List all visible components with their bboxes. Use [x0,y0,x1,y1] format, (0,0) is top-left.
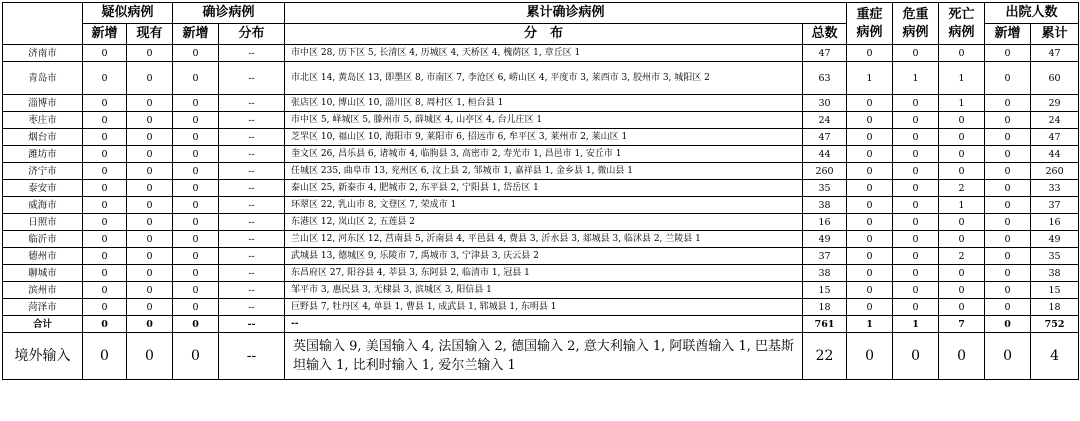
confirmed-distribution-cell: -- [219,282,285,299]
suspected-current-cell: 0 [127,112,173,129]
severe-cell: 0 [847,248,893,265]
discharged-total-cell: 29 [1031,95,1079,112]
severe-cell: 0 [847,282,893,299]
confirmed-distribution-cell: -- [219,231,285,248]
total-row [3,316,1079,333]
header-cumulative: 累计确诊病例 [285,3,847,24]
confirmed-new-cell: 0 [173,146,219,163]
confirmed-new-cell: 0 [173,62,219,95]
death-cell: 1 [939,95,985,112]
severe-cell: 0 [847,146,893,163]
severe-cell: 0 [847,95,893,112]
discharged-total-cell: 35 [1031,248,1079,265]
header-cumulative-distribution: 分 布 [285,24,803,45]
confirmed-distribution-cell: -- [219,163,285,180]
city-cell: 日照市 [3,214,83,231]
severe-cell: 0 [847,265,893,282]
total-cell: 44 [803,146,847,163]
death-cell: 0 [939,112,985,129]
header-discharged-total: 累计 [1031,24,1079,45]
death-cell: 7 [939,316,985,333]
critical-cell: 0 [893,282,939,299]
critical-cell: 0 [893,214,939,231]
table-row [3,197,1079,214]
suspected-new-cell: 0 [83,197,127,214]
table-row [3,265,1079,282]
suspected-new-cell: 0 [83,95,127,112]
total-cell: 47 [803,129,847,146]
suspected-new-cell: 0 [83,231,127,248]
header-discharged-new: 新增 [985,24,1031,45]
discharged-total-cell: 260 [1031,163,1079,180]
discharged-new-cell: 0 [985,282,1031,299]
table-row [3,231,1079,248]
distribution-cell: 环翠区 22, 乳山市 8, 文登区 7, 荣成市 1 [285,197,803,214]
distribution-cell: 英国输入 9, 美国输入 4, 法国输入 2, 德国输入 2, 意大利输入 1, 阿联酋输入 1, 巴基斯坦输入 1, 比利时输入 1, 爱尔兰输入 1 [285,333,803,380]
severe-cell: 0 [847,45,893,62]
confirmed-distribution-cell: -- [219,333,285,380]
suspected-new-cell: 0 [83,265,127,282]
confirmed-new-cell: 0 [173,299,219,316]
confirmed-new-cell: 0 [173,180,219,197]
severe-cell: 0 [847,197,893,214]
severe-cell: 0 [847,231,893,248]
distribution-cell: 芝罘区 10, 福山区 10, 海阳市 9, 莱阳市 6, 招远市 6, 牟平区 3, 莱州市 2, 莱山区 1 [285,129,803,146]
suspected-current-cell: 0 [127,129,173,146]
discharged-total-cell: 49 [1031,231,1079,248]
city-cell: 烟台市 [3,129,83,146]
total-cell: 37 [803,248,847,265]
discharged-new-cell: 0 [985,265,1031,282]
discharged-total-cell: 37 [1031,197,1079,214]
distribution-cell: 兰山区 12, 河东区 12, 莒南县 5, 沂南县 4, 平邑县 4, 费县 3, 沂水县 3, 郯城县 3, 临沭县 2, 兰陵县 1 [285,231,803,248]
discharged-total-cell: 4 [1031,333,1079,380]
distribution-cell: 东港区 12, 岚山区 2, 五莲县 2 [285,214,803,231]
header-cumulative-total: 总数 [803,24,847,45]
city-cell: 济南市 [3,45,83,62]
total-cell: 15 [803,282,847,299]
critical-cell: 1 [893,62,939,95]
suspected-new-cell: 0 [83,129,127,146]
table-row [3,282,1079,299]
critical-cell: 0 [893,197,939,214]
city-cell: 泰安市 [3,180,83,197]
suspected-new-cell: 0 [83,282,127,299]
distribution-cell: 市中区 5, 峄城区 5, 滕州市 5, 薛城区 4, 山亭区 4, 台儿庄区 1 [285,112,803,129]
header-confirmed-distribution: 分布 [219,24,285,45]
death-cell: 0 [939,299,985,316]
distribution-cell: 任城区 235, 曲阜市 13, 兖州区 6, 汶上县 2, 邹城市 1, 嘉祥县 1, 金乡县 1, 微山县 1 [285,163,803,180]
epidemic-table [2,2,1079,380]
city-cell: 潍坊市 [3,146,83,163]
critical-cell: 0 [893,265,939,282]
suspected-current-cell: 0 [127,95,173,112]
suspected-new-cell: 0 [83,146,127,163]
distribution-cell: 武城县 13, 德城区 9, 乐陵市 7, 禹城市 3, 宁津县 3, 庆云县 2 [285,248,803,265]
suspected-current-cell: 0 [127,214,173,231]
confirmed-new-cell: 0 [173,163,219,180]
table-row [3,45,1079,62]
table-row [3,95,1079,112]
discharged-new-cell: 0 [985,197,1031,214]
critical-cell: 0 [893,129,939,146]
overseas-row [3,333,1079,380]
death-cell: 0 [939,282,985,299]
city-cell: 聊城市 [3,265,83,282]
severe-cell: 0 [847,112,893,129]
confirmed-new-cell: 0 [173,197,219,214]
table-row [3,129,1079,146]
critical-cell: 0 [893,248,939,265]
confirmed-distribution-cell: -- [219,62,285,95]
header-row-top [3,3,1079,24]
severe-cell: 0 [847,299,893,316]
table-row [3,62,1079,95]
city-cell: 淄博市 [3,95,83,112]
city-cell: 威海市 [3,197,83,214]
death-cell: 0 [939,265,985,282]
confirmed-new-cell: 0 [173,95,219,112]
confirmed-new-cell: 0 [173,112,219,129]
table-body [3,45,1079,380]
confirmed-new-cell: 0 [173,316,219,333]
city-cell: 临沂市 [3,231,83,248]
discharged-new-cell: 0 [985,95,1031,112]
table-row [3,214,1079,231]
confirmed-distribution-cell: -- [219,265,285,282]
total-cell: 38 [803,265,847,282]
total-cell: 16 [803,214,847,231]
confirmed-distribution-cell: -- [219,197,285,214]
distribution-cell: 邹平市 3, 惠民县 3, 无棣县 3, 滨城区 3, 阳信县 1 [285,282,803,299]
suspected-current-cell: 0 [127,282,173,299]
critical-cell: 0 [893,163,939,180]
distribution-cell: 巨野县 7, 牡丹区 4, 单县 1, 曹县 1, 成武县 1, 郓城县 1, 东明县 1 [285,299,803,316]
suspected-new-cell: 0 [83,299,127,316]
discharged-total-cell: 16 [1031,214,1079,231]
suspected-current-cell: 0 [127,180,173,197]
total-cell: 260 [803,163,847,180]
city-cell: 德州市 [3,248,83,265]
discharged-total-cell: 47 [1031,45,1079,62]
death-cell: 2 [939,248,985,265]
confirmed-new-cell: 0 [173,45,219,62]
critical-cell: 1 [893,316,939,333]
suspected-new-cell: 0 [83,316,127,333]
distribution-cell: 东昌府区 27, 阳谷县 4, 莘县 3, 东阿县 2, 临清市 1, 冠县 1 [285,265,803,282]
discharged-total-cell: 15 [1031,282,1079,299]
discharged-new-cell: 0 [985,62,1031,95]
discharged-new-cell: 0 [985,333,1031,380]
total-cell: 24 [803,112,847,129]
confirmed-new-cell: 0 [173,333,219,380]
confirmed-distribution-cell: -- [219,112,285,129]
death-cell: 0 [939,163,985,180]
suspected-new-cell: 0 [83,180,127,197]
distribution-cell: 张店区 10, 博山区 10, 淄川区 8, 周村区 1, 桓台县 1 [285,95,803,112]
confirmed-new-cell: 0 [173,265,219,282]
total-cell: 761 [803,316,847,333]
severe-cell: 1 [847,316,893,333]
confirmed-distribution-cell: -- [219,214,285,231]
suspected-current-cell: 0 [127,299,173,316]
critical-cell: 0 [893,45,939,62]
confirmed-distribution-cell: -- [219,45,285,62]
severe-cell: 0 [847,180,893,197]
death-cell: 1 [939,62,985,95]
header-confirmed: 确诊病例 [173,3,285,24]
suspected-current-cell: 0 [127,197,173,214]
severe-cell: 0 [847,214,893,231]
severe-cell: 0 [847,129,893,146]
confirmed-distribution-cell: -- [219,248,285,265]
distribution-cell: 奎文区 26, 昌乐县 6, 诸城市 4, 临朐县 3, 高密市 2, 寿光市 1, 昌邑市 1, 安丘市 1 [285,146,803,163]
death-cell: 0 [939,333,985,380]
header-suspected-current: 现有 [127,24,173,45]
total-cell: 47 [803,45,847,62]
table-row [3,163,1079,180]
header-confirmed-new: 新增 [173,24,219,45]
table-row [3,180,1079,197]
discharged-new-cell: 0 [985,299,1031,316]
total-cell: 18 [803,299,847,316]
distribution-cell: -- [285,316,803,333]
critical-cell: 0 [893,299,939,316]
suspected-current-cell: 0 [127,45,173,62]
confirmed-distribution-cell: -- [219,316,285,333]
death-cell: 0 [939,146,985,163]
death-cell: 0 [939,45,985,62]
critical-cell: 0 [893,333,939,380]
suspected-new-cell: 0 [83,214,127,231]
city-cell: 青岛市 [3,62,83,95]
confirmed-distribution-cell: -- [219,129,285,146]
city-cell: 境外输入 [3,333,83,380]
header-critical: 危重 病例 [893,3,939,45]
severe-cell: 1 [847,62,893,95]
discharged-new-cell: 0 [985,248,1031,265]
suspected-current-cell: 0 [127,333,173,380]
header-discharged: 出院人数 [985,3,1079,24]
discharged-new-cell: 0 [985,316,1031,333]
discharged-new-cell: 0 [985,231,1031,248]
discharged-new-cell: 0 [985,45,1031,62]
severe-cell: 0 [847,333,893,380]
death-cell: 2 [939,180,985,197]
header-suspected: 疑似病例 [83,3,173,24]
table-row [3,248,1079,265]
suspected-current-cell: 0 [127,231,173,248]
city-cell: 合计 [3,316,83,333]
suspected-current-cell: 0 [127,248,173,265]
discharged-total-cell: 38 [1031,265,1079,282]
discharged-total-cell: 47 [1031,129,1079,146]
death-cell: 0 [939,231,985,248]
suspected-current-cell: 0 [127,265,173,282]
city-cell: 济宁市 [3,163,83,180]
confirmed-distribution-cell: -- [219,95,285,112]
confirmed-distribution-cell: -- [219,180,285,197]
discharged-new-cell: 0 [985,146,1031,163]
discharged-new-cell: 0 [985,112,1031,129]
confirmed-new-cell: 0 [173,248,219,265]
death-cell: 0 [939,129,985,146]
total-cell: 22 [803,333,847,380]
discharged-total-cell: 33 [1031,180,1079,197]
suspected-new-cell: 0 [83,62,127,95]
distribution-cell: 泰山区 25, 新泰市 4, 肥城市 2, 东平县 2, 宁阳县 1, 岱岳区 1 [285,180,803,197]
table-row [3,112,1079,129]
suspected-new-cell: 0 [83,45,127,62]
suspected-new-cell: 0 [83,112,127,129]
total-cell: 49 [803,231,847,248]
discharged-total-cell: 24 [1031,112,1079,129]
city-cell: 菏泽市 [3,299,83,316]
table-row [3,146,1079,163]
death-cell: 0 [939,214,985,231]
total-cell: 38 [803,197,847,214]
discharged-total-cell: 752 [1031,316,1079,333]
table-row [3,299,1079,316]
total-cell: 35 [803,180,847,197]
discharged-total-cell: 60 [1031,62,1079,95]
confirmed-distribution-cell: -- [219,146,285,163]
critical-cell: 0 [893,180,939,197]
discharged-new-cell: 0 [985,214,1031,231]
suspected-current-cell: 0 [127,62,173,95]
suspected-current-cell: 0 [127,146,173,163]
discharged-total-cell: 18 [1031,299,1079,316]
header-death: 死亡 病例 [939,3,985,45]
suspected-new-cell: 0 [83,248,127,265]
confirmed-new-cell: 0 [173,231,219,248]
total-cell: 63 [803,62,847,95]
header-suspected-new: 新增 [83,24,127,45]
discharged-new-cell: 0 [985,129,1031,146]
confirmed-distribution-cell: -- [219,299,285,316]
discharged-new-cell: 0 [985,163,1031,180]
city-cell: 滨州市 [3,282,83,299]
critical-cell: 0 [893,146,939,163]
distribution-cell: 市中区 28, 历下区 5, 长清区 4, 历城区 4, 天桥区 4, 槐荫区 1, 章丘区 1 [285,45,803,62]
confirmed-new-cell: 0 [173,282,219,299]
header-severe: 重症 病例 [847,3,893,45]
confirmed-new-cell: 0 [173,129,219,146]
suspected-current-cell: 0 [127,316,173,333]
discharged-total-cell: 44 [1031,146,1079,163]
suspected-new-cell: 0 [83,163,127,180]
critical-cell: 0 [893,95,939,112]
critical-cell: 0 [893,231,939,248]
suspected-new-cell: 0 [83,333,127,380]
death-cell: 1 [939,197,985,214]
header-city [3,3,83,45]
suspected-current-cell: 0 [127,163,173,180]
city-cell: 枣庄市 [3,112,83,129]
confirmed-new-cell: 0 [173,214,219,231]
severe-cell: 0 [847,163,893,180]
critical-cell: 0 [893,112,939,129]
discharged-new-cell: 0 [985,180,1031,197]
total-cell: 30 [803,95,847,112]
distribution-cell: 市北区 14, 黄岛区 13, 即墨区 8, 市南区 7, 李沧区 6, 崂山区 4, 平度市 3, 莱西市 3, 胶州市 3, 城阳区 2 [285,62,803,95]
